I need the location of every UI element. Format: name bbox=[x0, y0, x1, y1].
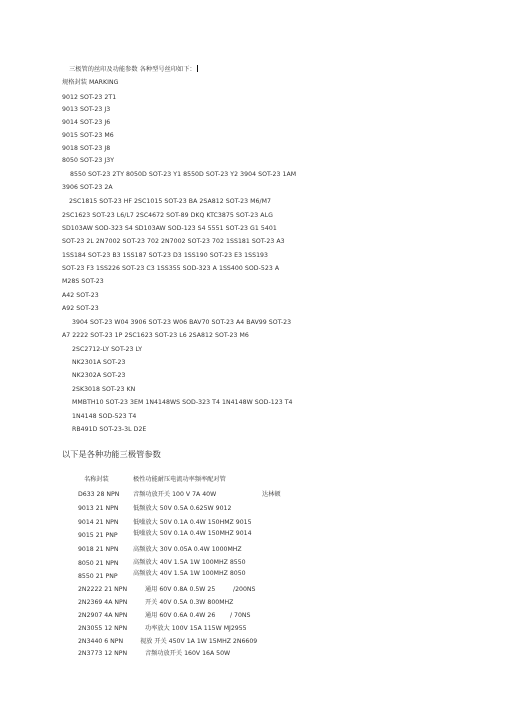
table-row-name: 9014 21 NPN bbox=[78, 519, 119, 526]
marking-line: 9013 SOT-23 J3 bbox=[62, 106, 111, 113]
table-row-name: 9015 21 PNP bbox=[78, 532, 118, 539]
table-row-name: 2N3055 12 NPN bbox=[78, 625, 128, 632]
marking-line: 8050 SOT-23 J3Y bbox=[62, 157, 115, 164]
table-row-name: 9013 21 NPN bbox=[78, 505, 119, 512]
table-row-name: 2N2369 4A NPN bbox=[78, 599, 128, 606]
table-row-name: 2N3440 6 NPN bbox=[78, 638, 124, 645]
marking-line: 3906 SOT-23 2A bbox=[62, 184, 113, 191]
section-title: 以下是各种功能三极管参数 bbox=[62, 449, 161, 459]
marking-line: 9014 SOT-23 J6 bbox=[62, 119, 111, 126]
text-cursor bbox=[197, 65, 198, 72]
marking-line: MMBTH10 SOT-23 3EM 1N4148WS SOD-323 T4 1N4148W SOD-123 T4 bbox=[72, 399, 293, 406]
marking-line: 9012 SOT-23 2T1 bbox=[62, 94, 117, 101]
intro-text: 三极管的丝印及功能参数 各种型号丝印如下： bbox=[69, 66, 196, 73]
table-row-extra: 达林顿 bbox=[262, 491, 281, 498]
marking-line: 3904 SOT-23 W04 3906 SOT-23 W06 BAV70 SOT-23 A4 BAV99 SOT-23 bbox=[72, 319, 292, 326]
table-row-name: 8550 21 PNP bbox=[78, 573, 118, 580]
table-row-desc: 高频放大 40V 1.5A 1W 100MHZ 8550 bbox=[133, 559, 246, 566]
table-row-desc: 功率放大 100V 15A 115W MJ2955 bbox=[145, 625, 247, 632]
table-row-name: D633 28 NPN bbox=[78, 491, 120, 498]
table-row-desc: 通用 60V 0.6A 0.4W 26 bbox=[145, 612, 216, 619]
table-row-name: 2N3773 12 NPN bbox=[78, 650, 128, 657]
table-row-extra: / 70NS bbox=[230, 612, 251, 619]
table-row-desc: 高频放大 40V 1.5A 1W 100MHZ 8050 bbox=[133, 570, 246, 577]
table-row-extra: /200NS bbox=[233, 586, 256, 593]
table-row-name: 2N2222 21 NPN bbox=[78, 586, 128, 593]
table-row-desc: 开关 40V 0.5A 0.3W 800MHZ bbox=[145, 599, 234, 606]
marking-line: 1N4148 SOD-523 T4 bbox=[72, 413, 137, 420]
table-row-name: 9018 21 NPN bbox=[78, 546, 119, 553]
marking-line: NK2301A SOT-23 bbox=[72, 359, 126, 366]
marking-line: A7 2222 SOT-23 1P 2SC1623 SOT-23 L6 2SA812 SOT-23 M6 bbox=[62, 332, 249, 339]
table-row-desc: 音频功放开关 100 V 7A 40W bbox=[133, 491, 217, 498]
marking-line: 2SC1815 SOT-23 HF 2SC1015 SOT-23 BA 2SA812 SOT-23 M6/M7 bbox=[69, 198, 272, 205]
table-row-desc: 低频放大 50V 0.5A 0.625W 9012 bbox=[133, 505, 232, 512]
intro-line bbox=[69, 65, 198, 74]
marking-line: 1SS184 SOT-23 B3 1SS187 SOT-23 D3 1SS190 SOT-23 E3 1SS193 bbox=[62, 252, 269, 259]
marking-line: SD103AW SOD-323 S4 SD103AW SOD-123 S4 5551 SOT-23 G1 5401 bbox=[62, 225, 277, 232]
table-row-desc: 低噪放大 50V 0.1A 0.4W 150HMZ 9015 bbox=[133, 519, 252, 526]
marking-line: NK2302A SOT-23 bbox=[72, 372, 126, 379]
marking-line: RB491D SOT-23-3L D2E bbox=[72, 426, 147, 433]
marking-line: 2SC1623 SOT-23 L6/L7 2SC4672 SOT-89 DKQ KTC3875 SOT-23 ALG bbox=[62, 212, 273, 219]
table-row-desc: 高频放大 30V 0.05A 0.4W 1000MHZ bbox=[133, 546, 242, 553]
table-row-desc: 通用 60V 0.8A 0.5W 25 bbox=[145, 586, 216, 593]
marking-line: 2SC2712-LY SOT-23 LY bbox=[72, 346, 143, 353]
marking-line: 9015 SOT-23 M6 bbox=[62, 132, 114, 139]
table-row-name: 2N2907 4A NPN bbox=[78, 612, 128, 619]
marking-line: 9018 SOT-23 J8 bbox=[62, 145, 111, 152]
table-row-name: 8050 21 NPN bbox=[78, 560, 119, 567]
table-row-desc: 音频功放开关 160V 16A 50W bbox=[145, 650, 231, 657]
table-header-right: 极性功能耐压电流功率频率配对管 bbox=[133, 476, 226, 483]
marking-header: 规格封装 MARKING bbox=[62, 79, 119, 86]
table-row-desc: 低噪放大 50V 0.1A 0.4W 150MHZ 9014 bbox=[133, 530, 252, 537]
marking-line: 8550 SOT-23 2TY 8050D SOT-23 Y1 8550D SOT-23 Y2 3904 SOT-23 1AM bbox=[70, 171, 297, 178]
table-row-desc: 视放 开关 450V 1A 1W 15MHZ 2N6609 bbox=[140, 638, 258, 645]
marking-line: A42 SOT-23 bbox=[62, 292, 99, 299]
marking-line: M28S SOT-23 bbox=[62, 278, 104, 285]
marking-line: SOT-23 2L 2N7002 SOT-23 702 2N7002 SOT-23 702 1SS181 SOT-23 A3 bbox=[62, 238, 285, 245]
table-header-left: 名称封装 bbox=[84, 476, 109, 483]
marking-line: A92 SOT-23 bbox=[62, 305, 99, 312]
marking-line: SOT-23 F3 1SS226 SOT-23 C3 1SS355 SOD-323 A 1SS400 SOD-523 A bbox=[62, 265, 280, 272]
marking-line: 2SK3018 SOT-23 KN bbox=[72, 386, 136, 393]
